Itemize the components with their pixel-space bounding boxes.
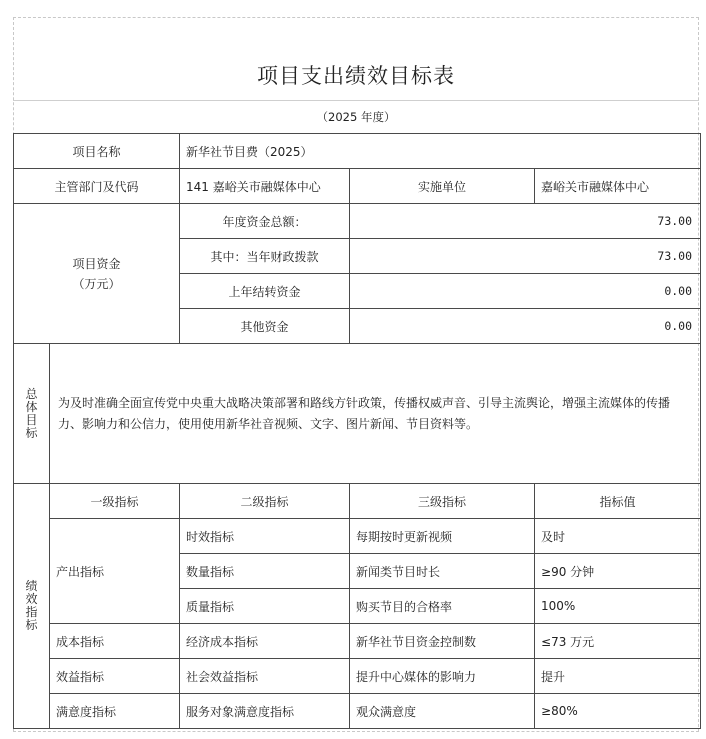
- indicator-level3: 观众满意度: [350, 694, 535, 729]
- header-value: 指标值: [535, 484, 701, 519]
- fund-row-value: 0.00: [350, 274, 701, 309]
- performance-label: 绩效指标: [14, 484, 50, 729]
- funds-label-line2: （万元）: [72, 276, 121, 291]
- performance-table: [13, 133, 701, 729]
- indicator-level1: 效益指标: [50, 659, 180, 694]
- indicator-header-row: [14, 484, 701, 519]
- indicator-value: ≥90 分钟: [535, 554, 701, 589]
- fund-row-label: 上年结转资金: [180, 274, 350, 309]
- indicator-level1: 满意度指标: [50, 694, 180, 729]
- indicator-level2: 数量指标: [180, 554, 350, 589]
- department-value: 141 嘉峪关市融媒体中心: [180, 169, 350, 204]
- indicator-level2: 社会效益指标: [180, 659, 350, 694]
- fund-row-value: 73.00: [350, 204, 701, 239]
- indicator-value: ≥80%: [535, 694, 701, 729]
- fund-row: [14, 204, 701, 239]
- header-level2: 二级指标: [180, 484, 350, 519]
- project-name-value: 新华社节目费（2025）: [180, 134, 701, 169]
- overall-goal-row: [14, 344, 701, 484]
- indicator-level3: 每期按时更新视频: [350, 519, 535, 554]
- fund-row-label: 年度资金总额：: [180, 204, 350, 239]
- indicator-level3: 新闻类节目时长: [350, 554, 535, 589]
- impl-unit-value: 嘉峪关市融媒体中心: [535, 169, 701, 204]
- indicator-level3: 购买节目的合格率: [350, 589, 535, 624]
- funds-label-line1: 项目资金: [72, 256, 121, 271]
- indicator-level2: 服务对象满意度指标: [180, 694, 350, 729]
- department-row: [14, 169, 701, 204]
- fund-row-value: 0.00: [350, 309, 701, 344]
- overall-goal-label: 总体目标: [14, 344, 50, 484]
- indicator-row: [14, 624, 701, 659]
- fund-row-label: 其他资金: [180, 309, 350, 344]
- indicator-level3: 新华社节目资金控制数: [350, 624, 535, 659]
- department-label: 主管部门及代码: [14, 169, 180, 204]
- indicator-row: [14, 694, 701, 729]
- indicator-value: 提升: [535, 659, 701, 694]
- header-level1: 一级指标: [50, 484, 180, 519]
- funds-label: [14, 204, 180, 344]
- indicator-level2: 经济成本指标: [180, 624, 350, 659]
- page-title: 项目支出绩效目标表: [257, 64, 455, 88]
- output-level1: 产出指标: [50, 519, 180, 624]
- indicator-level2: 质量指标: [180, 589, 350, 624]
- indicator-row: [14, 659, 701, 694]
- project-name-row: [14, 134, 701, 169]
- indicator-row: [14, 519, 701, 554]
- indicator-level1: 成本指标: [50, 624, 180, 659]
- indicator-value: ≤73 万元: [535, 624, 701, 659]
- indicator-level3: 提升中心媒体的影响力: [350, 659, 535, 694]
- year-label: （2025 年度）: [13, 100, 699, 133]
- impl-unit-label: 实施单位: [350, 169, 535, 204]
- indicator-value: 及时: [535, 519, 701, 554]
- indicator-level2: 时效指标: [180, 519, 350, 554]
- fund-row-value: 73.00: [350, 239, 701, 274]
- overall-goal-text: 为及时准确全面宣传党中央重大战略决策部署和路线方针政策，传播权威声音、引导主流舆论，增强主流媒体的传播力、影响力和公信力，使用使用新华社音视频、文字、图片新闻、节目资料等。: [50, 344, 701, 484]
- fund-row-label: 其中：当年财政拨款: [180, 239, 350, 274]
- project-name-label: 项目名称: [14, 134, 180, 169]
- indicator-value: 100%: [535, 589, 701, 624]
- header-level3: 三级指标: [350, 484, 535, 519]
